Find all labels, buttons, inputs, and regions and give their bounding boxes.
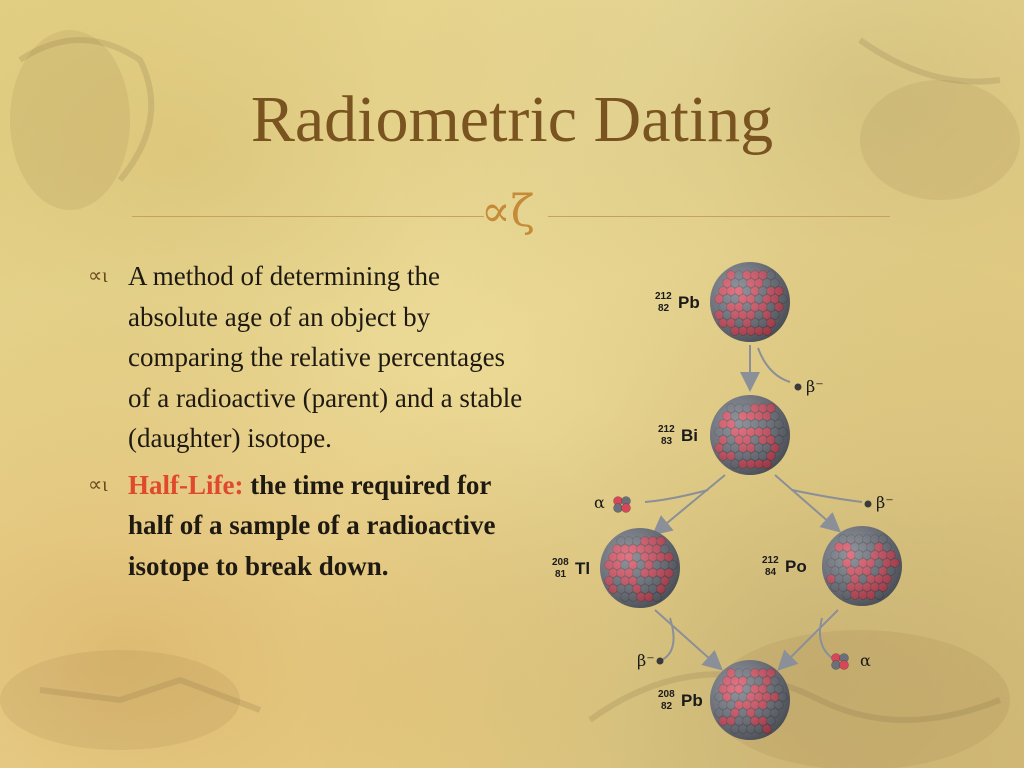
- svg-text:α: α: [860, 651, 871, 670]
- bullet-text: A method of determining the absolute age of an object by comparing the relative percentages of a radioactive (parent) and a stable (daughter) isotope.: [128, 261, 523, 453]
- mass-number: 208: [658, 689, 675, 700]
- atomic-number: 84: [765, 567, 777, 578]
- arrow-beta-emission-1: [758, 348, 790, 382]
- bullet-list: [88, 256, 528, 592]
- mass-number: 212: [658, 424, 675, 435]
- atomic-number: 82: [661, 701, 673, 712]
- beta-emission-label-3: [637, 651, 664, 670]
- nucleus-pb-212: [710, 262, 790, 342]
- element-symbol: Pb: [678, 293, 700, 312]
- arrow-po-to-pb: [780, 610, 838, 668]
- arrow-alpha-emission-2: [820, 618, 832, 658]
- arrow-beta-emission-3: [662, 618, 674, 660]
- element-symbol: Po: [785, 557, 807, 576]
- element-symbol: Tl: [575, 559, 591, 578]
- nucleus-tl-208: [600, 528, 680, 608]
- alpha-particle-icon: [614, 497, 631, 513]
- nuclide-label-pb-212: [655, 291, 700, 314]
- bullet-half-life: [88, 465, 528, 587]
- nuclide-label-bi-212: [658, 424, 698, 447]
- alpha-particle-icon: [832, 654, 849, 670]
- mass-number: 208: [552, 557, 569, 568]
- title-divider-left: [132, 216, 484, 217]
- title-divider-right: [548, 216, 890, 217]
- decay-arrows: [645, 345, 862, 668]
- nucleus-po-212: [822, 526, 902, 606]
- arrow-bi-to-tl: [655, 475, 725, 533]
- alpha-emission-label-1: [594, 493, 631, 513]
- alpha-emission-label-2: [832, 651, 872, 670]
- element-symbol: Bi: [681, 426, 698, 445]
- nuclide-labels: [552, 291, 807, 712]
- electron-icon: [865, 501, 872, 508]
- svg-text:β⁻: β⁻: [637, 651, 655, 670]
- element-symbol: Pb: [681, 691, 703, 710]
- bullet-icon: ∝ι: [88, 265, 108, 287]
- beta-emission-label-2: [865, 493, 894, 512]
- mass-number: 212: [655, 291, 672, 302]
- nucleus-bi-212: [710, 395, 790, 475]
- ornament-icon: ∝ζ: [481, 186, 535, 237]
- electron-icon: [657, 658, 664, 665]
- slide-title: Radiometric Dating: [250, 83, 774, 156]
- nucleus-pb-208: [710, 660, 790, 740]
- atomic-number: 83: [661, 436, 673, 447]
- atomic-number: 81: [555, 569, 567, 580]
- beta-emission-label-1: [795, 377, 824, 396]
- arrow-bi-to-po: [775, 475, 838, 530]
- svg-text:α: α: [594, 493, 605, 512]
- decay-chain-diagram: [540, 250, 920, 755]
- nuclide-label-tl-208: [552, 557, 590, 580]
- electron-icon: [795, 384, 802, 391]
- mass-number: 212: [762, 555, 779, 566]
- half-life-label: Half-Life:: [128, 469, 244, 500]
- svg-text:β⁻: β⁻: [806, 377, 824, 396]
- half-life-definition: the time required for half of a sample of a radioactive isotope to break down.: [128, 469, 496, 581]
- bullet-icon: ∝ι: [88, 473, 108, 496]
- atomic-number: 82: [658, 303, 670, 314]
- bullet-definition: [88, 256, 528, 459]
- nuclide-label-po-212: [762, 555, 807, 578]
- nuclide-label-pb-208: [658, 689, 703, 712]
- svg-text:β⁻: β⁻: [876, 493, 894, 512]
